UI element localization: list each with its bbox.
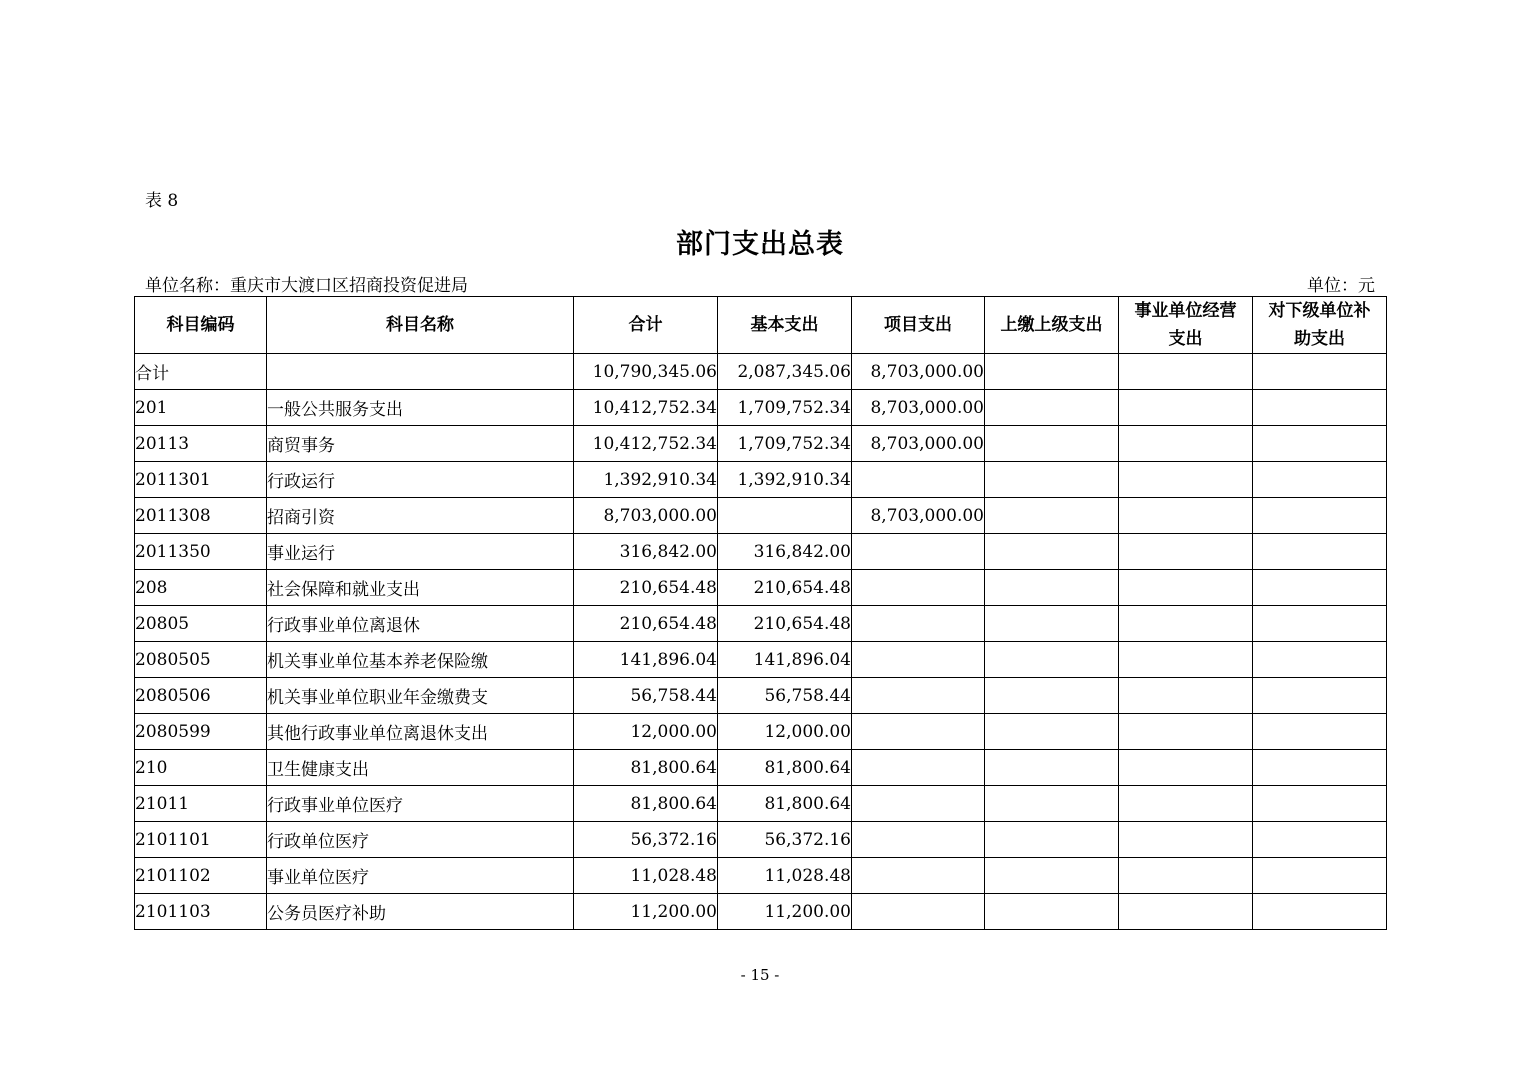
- cell-code: 210: [135, 750, 267, 786]
- cell-total: 11,200.00: [574, 894, 718, 930]
- cell-name: [267, 354, 574, 390]
- cell-business: [1119, 642, 1253, 678]
- cell-basic: 210,654.48: [718, 606, 852, 642]
- table-number: 表 8: [145, 191, 179, 211]
- table-row: [135, 894, 1387, 930]
- table-row: [135, 642, 1387, 678]
- cell-name: 公务员医疗补助: [267, 894, 574, 930]
- cell-business: [1119, 354, 1253, 390]
- table-row: [135, 786, 1387, 822]
- cell-code: 20805: [135, 606, 267, 642]
- cell-total: 210,654.48: [574, 570, 718, 606]
- cell-business: [1119, 462, 1253, 498]
- cell-subsidy: [1253, 786, 1387, 822]
- cell-project: [852, 534, 985, 570]
- cell-total: 10,412,752.34: [574, 390, 718, 426]
- cell-subsidy: [1253, 894, 1387, 930]
- cell-subsidy: [1253, 570, 1387, 606]
- cell-upper: [985, 534, 1119, 570]
- table-row: [135, 462, 1387, 498]
- table-body: [135, 354, 1387, 930]
- cell-name: 其他行政事业单位离退休支出: [267, 714, 574, 750]
- cell-subsidy: [1253, 822, 1387, 858]
- cell-total: 316,842.00: [574, 534, 718, 570]
- cell-subsidy: [1253, 714, 1387, 750]
- cell-basic: 11,028.48: [718, 858, 852, 894]
- cell-project: [852, 822, 985, 858]
- cell-upper: [985, 354, 1119, 390]
- cell-project: [852, 894, 985, 930]
- currency-unit: 单位：元: [1307, 276, 1375, 296]
- cell-upper: [985, 894, 1119, 930]
- cell-basic: 1,392,910.34: [718, 462, 852, 498]
- column-header: 事业单位经营支出: [1119, 297, 1253, 354]
- cell-business: [1119, 714, 1253, 750]
- cell-total: 10,790,345.06: [574, 354, 718, 390]
- cell-business: [1119, 678, 1253, 714]
- cell-basic: 12,000.00: [718, 714, 852, 750]
- cell-business: [1119, 498, 1253, 534]
- cell-code: 2080599: [135, 714, 267, 750]
- cell-name: 卫生健康支出: [267, 750, 574, 786]
- column-header: 科目名称: [267, 297, 574, 354]
- cell-business: [1119, 822, 1253, 858]
- cell-total: 141,896.04: [574, 642, 718, 678]
- cell-business: [1119, 390, 1253, 426]
- cell-code: 2080506: [135, 678, 267, 714]
- cell-project: [852, 642, 985, 678]
- cell-upper: [985, 390, 1119, 426]
- expenditure-table: [134, 296, 1387, 930]
- cell-name: 机关事业单位基本养老保险缴: [267, 642, 574, 678]
- cell-project: [852, 570, 985, 606]
- cell-total: 81,800.64: [574, 786, 718, 822]
- cell-project: [852, 606, 985, 642]
- column-header: 基本支出: [718, 297, 852, 354]
- table-row: [135, 822, 1387, 858]
- cell-name: 事业运行: [267, 534, 574, 570]
- cell-business: [1119, 858, 1253, 894]
- cell-business: [1119, 570, 1253, 606]
- cell-project: 8,703,000.00: [852, 354, 985, 390]
- cell-project: 8,703,000.00: [852, 498, 985, 534]
- cell-subsidy: [1253, 534, 1387, 570]
- cell-basic: 2,087,345.06: [718, 354, 852, 390]
- cell-basic: 56,372.16: [718, 822, 852, 858]
- table-row: [135, 390, 1387, 426]
- cell-upper: [985, 606, 1119, 642]
- table-row: [135, 714, 1387, 750]
- cell-name: 行政事业单位离退休: [267, 606, 574, 642]
- cell-subsidy: [1253, 678, 1387, 714]
- cell-name: 社会保障和就业支出: [267, 570, 574, 606]
- cell-project: 8,703,000.00: [852, 426, 985, 462]
- cell-total: 56,372.16: [574, 822, 718, 858]
- cell-code: 20113: [135, 426, 267, 462]
- cell-basic: 11,200.00: [718, 894, 852, 930]
- cell-project: [852, 750, 985, 786]
- table-row: [135, 354, 1387, 390]
- column-header: 合计: [574, 297, 718, 354]
- cell-basic: 210,654.48: [718, 570, 852, 606]
- cell-business: [1119, 426, 1253, 462]
- cell-business: [1119, 606, 1253, 642]
- table-row: [135, 426, 1387, 462]
- cell-code: 2101101: [135, 822, 267, 858]
- cell-name: 行政运行: [267, 462, 574, 498]
- table-row: [135, 498, 1387, 534]
- cell-project: [852, 786, 985, 822]
- table-row: [135, 678, 1387, 714]
- cell-total: 8,703,000.00: [574, 498, 718, 534]
- cell-basic: 81,800.64: [718, 750, 852, 786]
- cell-project: 8,703,000.00: [852, 390, 985, 426]
- table-row: [135, 606, 1387, 642]
- cell-code: 21011: [135, 786, 267, 822]
- cell-basic: 141,896.04: [718, 642, 852, 678]
- cell-upper: [985, 786, 1119, 822]
- column-header: 上缴上级支出: [985, 297, 1119, 354]
- cell-total: 56,758.44: [574, 678, 718, 714]
- cell-upper: [985, 570, 1119, 606]
- table-row: [135, 570, 1387, 606]
- cell-upper: [985, 750, 1119, 786]
- cell-code: 2011301: [135, 462, 267, 498]
- cell-basic: 1,709,752.34: [718, 390, 852, 426]
- cell-basic: 81,800.64: [718, 786, 852, 822]
- cell-subsidy: [1253, 498, 1387, 534]
- unit-name: 单位名称：重庆市大渡口区招商投资促进局: [145, 276, 468, 296]
- table-row: [135, 534, 1387, 570]
- cell-name: 招商引资: [267, 498, 574, 534]
- cell-code: 合计: [135, 354, 267, 390]
- cell-code: 2101103: [135, 894, 267, 930]
- cell-subsidy: [1253, 858, 1387, 894]
- cell-upper: [985, 678, 1119, 714]
- cell-business: [1119, 534, 1253, 570]
- cell-code: 2011308: [135, 498, 267, 534]
- cell-subsidy: [1253, 354, 1387, 390]
- cell-code: 2080505: [135, 642, 267, 678]
- cell-business: [1119, 750, 1253, 786]
- cell-total: 12,000.00: [574, 714, 718, 750]
- cell-total: 10,412,752.34: [574, 426, 718, 462]
- cell-upper: [985, 462, 1119, 498]
- cell-name: 事业单位医疗: [267, 858, 574, 894]
- cell-name: 行政事业单位医疗: [267, 786, 574, 822]
- cell-upper: [985, 822, 1119, 858]
- page-number: - 15 -: [740, 966, 780, 984]
- cell-code: 2101102: [135, 858, 267, 894]
- cell-total: 1,392,910.34: [574, 462, 718, 498]
- table-row: [135, 858, 1387, 894]
- cell-code: 208: [135, 570, 267, 606]
- cell-upper: [985, 426, 1119, 462]
- cell-code: 201: [135, 390, 267, 426]
- table-header-row: [135, 297, 1387, 354]
- cell-project: [852, 858, 985, 894]
- cell-name: 行政单位医疗: [267, 822, 574, 858]
- column-header: 项目支出: [852, 297, 985, 354]
- cell-business: [1119, 894, 1253, 930]
- cell-total: 11,028.48: [574, 858, 718, 894]
- cell-upper: [985, 858, 1119, 894]
- cell-project: [852, 714, 985, 750]
- cell-upper: [985, 714, 1119, 750]
- page-title: 部门支出总表: [676, 229, 844, 260]
- cell-project: [852, 678, 985, 714]
- table-row: [135, 750, 1387, 786]
- cell-subsidy: [1253, 642, 1387, 678]
- column-header: 科目编码: [135, 297, 267, 354]
- cell-subsidy: [1253, 606, 1387, 642]
- cell-subsidy: [1253, 426, 1387, 462]
- cell-total: 81,800.64: [574, 750, 718, 786]
- cell-business: [1119, 786, 1253, 822]
- cell-total: 210,654.48: [574, 606, 718, 642]
- cell-project: [852, 462, 985, 498]
- cell-basic: 316,842.00: [718, 534, 852, 570]
- cell-upper: [985, 498, 1119, 534]
- cell-subsidy: [1253, 390, 1387, 426]
- cell-name: 机关事业单位职业年金缴费支: [267, 678, 574, 714]
- cell-upper: [985, 642, 1119, 678]
- cell-code: 2011350: [135, 534, 267, 570]
- cell-subsidy: [1253, 750, 1387, 786]
- cell-basic: [718, 498, 852, 534]
- cell-basic: 1,709,752.34: [718, 426, 852, 462]
- cell-basic: 56,758.44: [718, 678, 852, 714]
- cell-name: 商贸事务: [267, 426, 574, 462]
- cell-name: 一般公共服务支出: [267, 390, 574, 426]
- cell-subsidy: [1253, 462, 1387, 498]
- column-header: 对下级单位补助支出: [1253, 297, 1387, 354]
